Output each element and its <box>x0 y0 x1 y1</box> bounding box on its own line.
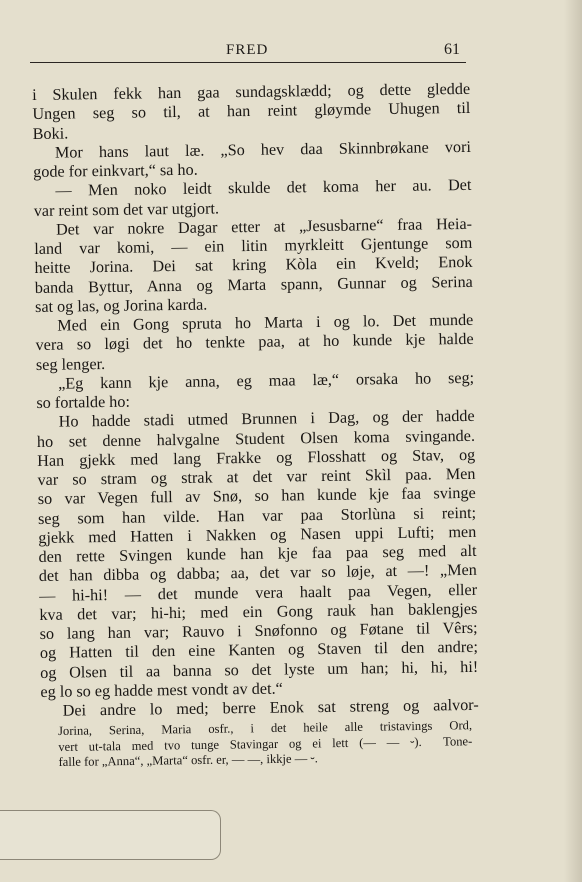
text-line: ho set denne halvgalne Student Olsen koma svingande. <box>36 426 476 451</box>
text-line: det han dibba og dabba; aa, det var so løje, at —! „Men <box>38 561 477 586</box>
text-line: den rette Svingen kunde han kje faa paa seg med alt <box>38 541 477 566</box>
text-line: heitte Jorina. Dei sat kring Kòla ein Kveld; Enok <box>34 253 473 278</box>
page-header <box>30 38 466 63</box>
text-line: og Olsen til aa banna so det lyste um han; hi, hi, hi! <box>40 657 479 682</box>
text-line: „Eg kann kje anna, eg maa læ,“ orsaka ho seg; <box>58 368 475 393</box>
footnote <box>58 718 473 770</box>
paper-clip-mark <box>0 810 221 860</box>
footnote-line: falle for „Anna“, „Marta“ osfr. er, — —, ikkje — ⏑. <box>58 751 318 769</box>
text-line: land var komi, — ein litin myrkleitt Gjentunge som <box>34 233 473 258</box>
text-line: var reint som det var utgjort. <box>33 198 220 220</box>
text-line: Med ein Gong spruta ho Marta i og lo. Det munde <box>57 310 474 335</box>
text-line: i Skulen fekk han gaa sundagsklædd; og dette gledde <box>32 79 471 104</box>
text-line: gjekk med Hatten i Nakken og Nasen uppi Lufti; men <box>38 522 477 547</box>
text-line: — Men noko leidt skulde det koma her au. Det <box>55 176 472 200</box>
text-line: Ho hadde stadi utmed Brunnen i Dag, og der hadde <box>58 407 475 431</box>
text-line: eg lo so eg hadde mest vondt av det.“ <box>40 679 283 701</box>
text-line: so var Vegen full av Snø, so han kunde kje faa svinge <box>37 484 476 509</box>
text-line: vera so løgi det ho tenkte paa, at ho kunde kje halde <box>35 330 474 355</box>
page-number: 61 <box>444 41 460 58</box>
text-line: kva det var; hi-hi; med ein Gong rauk han baklengjes <box>39 599 478 624</box>
footnote-line: Jorina, Serina, Maria osfr., i det heile alle tristavings Ord, <box>58 718 473 738</box>
text-line: seg som han vilde. Han var paa Storlùna si reint; <box>37 503 477 528</box>
page-edge-shadow <box>564 0 582 882</box>
text-line: Ungen seg so til, at han reint gløymde Uhugen til <box>32 99 471 124</box>
body-text <box>32 80 479 721</box>
text-line: banda Byttur, Anna og Marta spann, Gunnar og Serina <box>34 272 473 297</box>
text-line: Det var nokre Dagar etter at „Jesusbarne“ fraa Heia- <box>55 214 473 239</box>
footnote-line: vert ut-tala med tvo tunge Stavingar og ei lett (— — ⏑). Tone- <box>58 733 473 754</box>
text-line: Mor hans laut læ. „So hev daa Skinnbrøkane vori <box>54 137 472 162</box>
text-line: gode for einkvart,“ sa ho. <box>33 160 198 181</box>
text-line: Dei andre lo med; berre Enok sat streng og aalvor- <box>62 695 479 720</box>
text-line: sat og las, og Jorina karda. <box>34 295 208 316</box>
text-line: so fortalde ho: <box>36 392 131 412</box>
text-line: og Hatten til den eine Kanten og Staven til den andre; <box>39 638 479 663</box>
text-line: var so stram og strak at det var reint Skìl paa. Men <box>37 464 476 489</box>
text-line: — hi-hi! — det munde vera haalt paa Vegen, eller <box>38 580 478 605</box>
text-line: Boki. <box>32 124 69 143</box>
text-line: seg lenger. <box>35 354 106 374</box>
text-line: Han gjekk med lang Frakke og Flosshatt og Stav, og <box>37 445 476 470</box>
text-line: so lang han var; Rauvo i Snøfonno og Føtane til Vêrs; <box>39 618 478 643</box>
running-title: FRED <box>226 42 269 58</box>
